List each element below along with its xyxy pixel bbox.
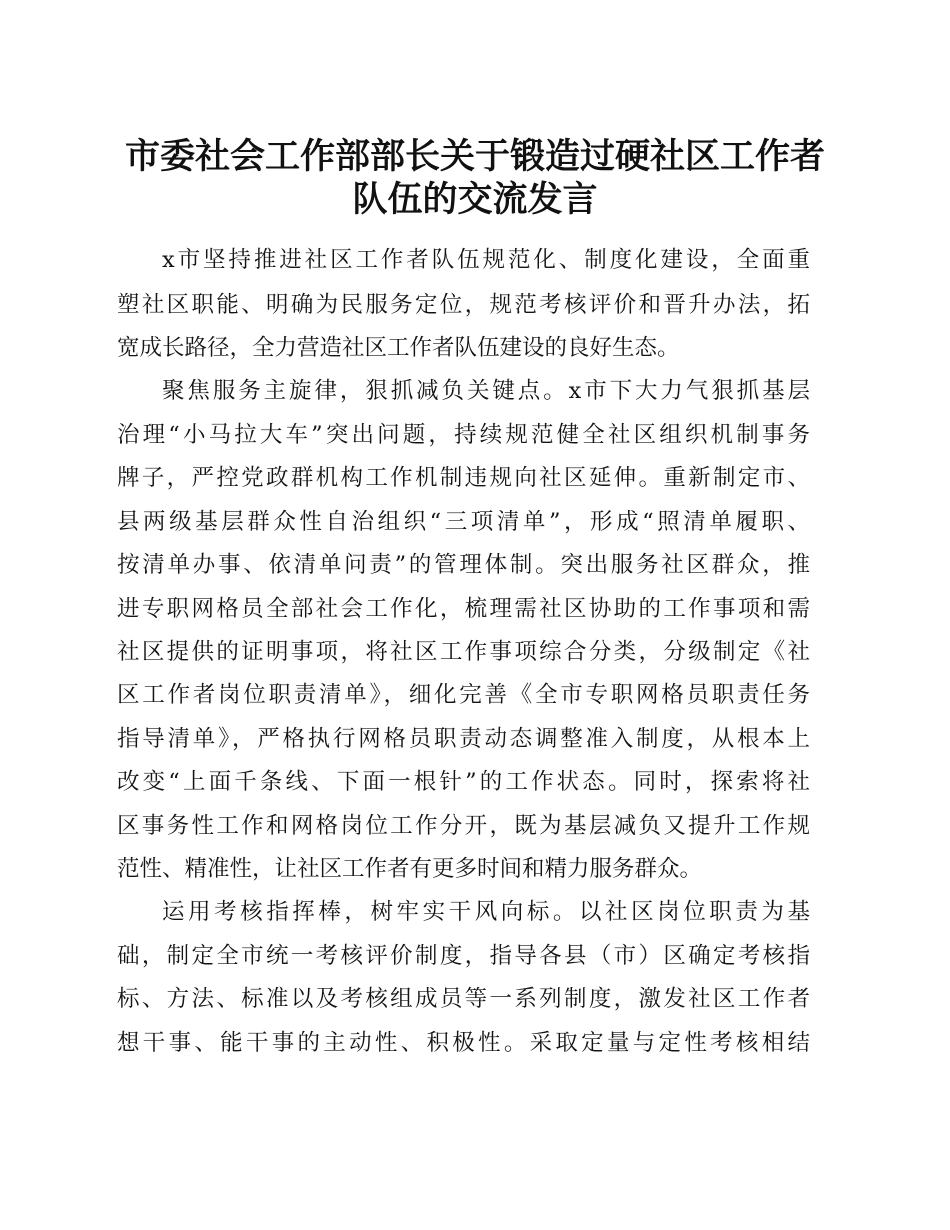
paragraph-line: 塑社区职能、明确为民服务定位，规范考核评价和晋升办法，拓: [117, 292, 810, 318]
document-title-line-1: 市委社会工作部部长关于锻造过硬社区工作者: [124, 136, 825, 177]
paragraph-line: 改变“上面千条线、下面一根针”的工作状态。同时，探索将社: [117, 769, 810, 795]
paragraph-line: 想干事、能干事的主动性、积极性。采取定量与定性考核相结: [117, 1030, 810, 1056]
paragraph-line: 区工作者岗位职责清单》，细化完善《全市专职网格员职责任务: [117, 682, 810, 708]
paragraph-line: x市坚持推进社区工作者队伍规范化、制度化建设，全面重: [162, 247, 810, 273]
paragraph-line: 聚焦服务主旋律，狠抓减负关键点。x市下大力气狠抓基层: [162, 378, 810, 404]
paragraph-line: 县两级基层群众性自治组织“三项清单”，形成“照清单履职、: [117, 509, 810, 535]
paragraph-line: 础，制定全市统一考核评价制度，指导各县（市）区确定考核指: [117, 943, 810, 969]
paragraph-line: 区事务性工作和网格岗位工作分开，既为基层减负又提升工作规: [117, 813, 810, 839]
paragraph-line: 宽成长路径，全力营造社区工作者队伍建设的良好生态。: [117, 335, 680, 361]
paragraph-line: 牌子，严控党政群机构工作机制违规向社区延伸。重新制定市、: [117, 465, 810, 491]
paragraph-line: 范性、精准性，让社区工作者有更多时间和精力服务群众。: [117, 856, 703, 882]
paragraph-line: 标、方法、标准以及考核组成员等一系列制度，激发社区工作者: [117, 986, 810, 1012]
document-title-line-2: 队伍的交流发言: [352, 179, 598, 220]
paragraph-line: 指导清单》，严格执行网格员职责动态调整准入制度，从根本上: [117, 726, 810, 752]
paragraph-line: 治理“小马拉大车”突出问题，持续规范健全社区组织机制事务: [117, 422, 810, 448]
paragraph-line: 按清单办事、依清单问责”的管理体制。突出服务社区群众，推: [117, 552, 810, 578]
paragraph-line: 社区提供的证明事项，将社区工作事项综合分类，分级制定《社: [117, 639, 810, 665]
paragraph-line: 进专职网格员全部社会工作化，梳理需社区协助的工作事项和需: [117, 596, 810, 622]
paragraph-line: 运用考核指挥棒，树牢实干风向标。以社区岗位职责为基: [162, 899, 810, 925]
